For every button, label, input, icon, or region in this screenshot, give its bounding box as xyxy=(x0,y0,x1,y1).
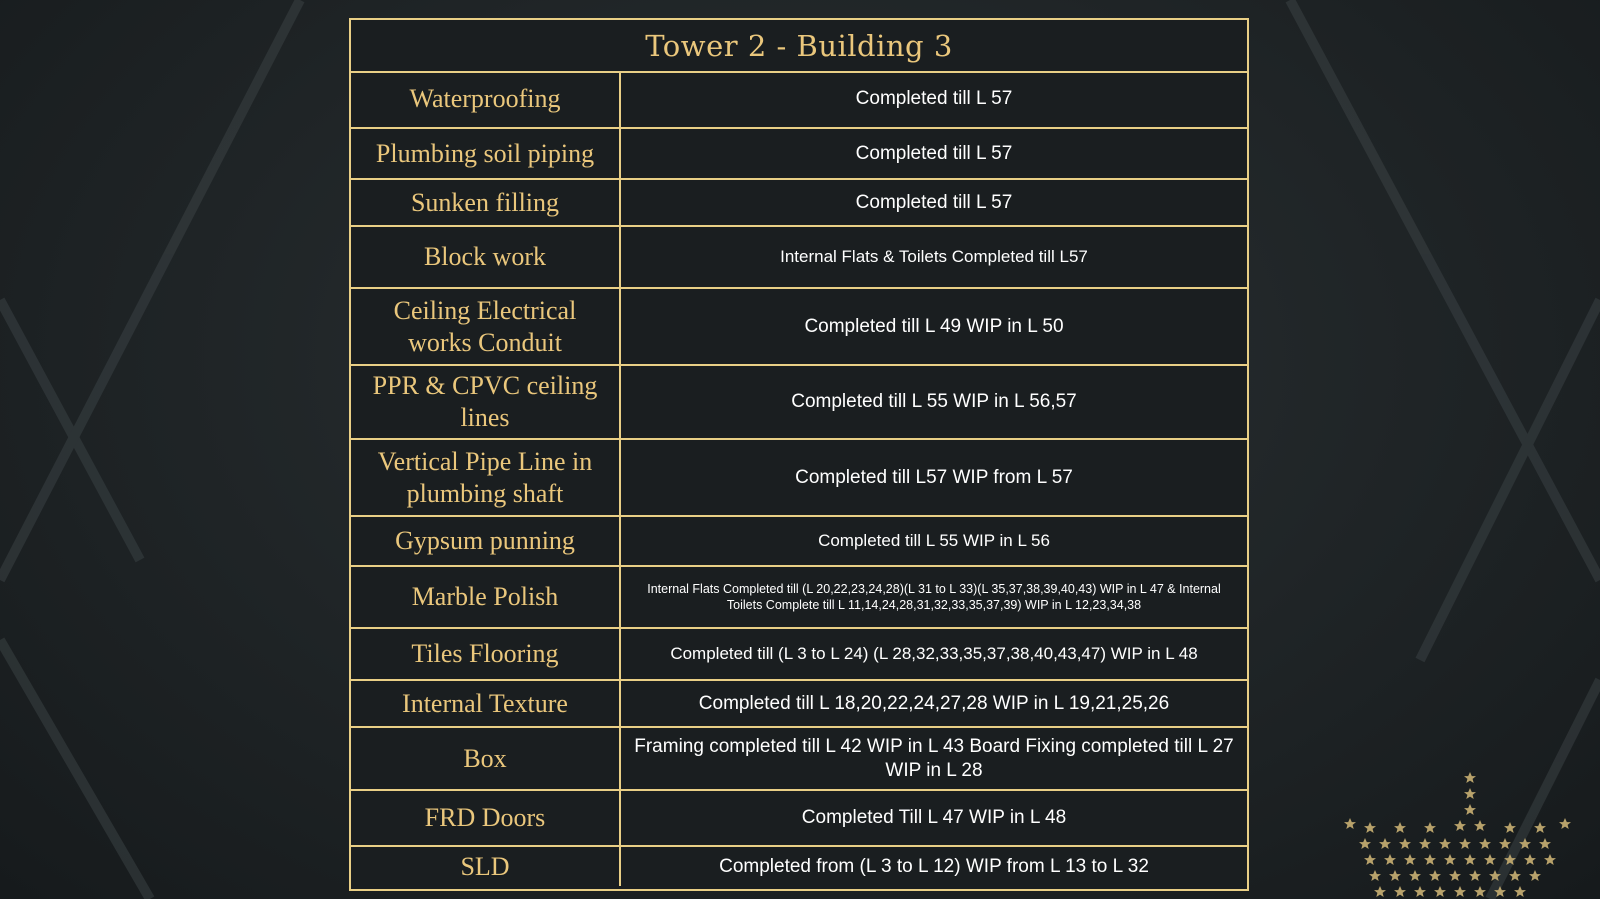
table-row xyxy=(351,226,1247,288)
status-cell: Completed till L 57 xyxy=(620,179,1247,226)
status-cell: Completed from (L 3 to L 12) WIP from L 13 to L 32 xyxy=(620,846,1247,886)
table-row xyxy=(351,727,1247,790)
status-cell: Completed till L 57 xyxy=(620,128,1247,179)
activity-cell: Sunken filling xyxy=(351,179,620,226)
activity-cell: Plumbing soil piping xyxy=(351,128,620,179)
activity-cell: Marble Polish xyxy=(351,566,620,628)
activity-cell: Box xyxy=(351,727,620,790)
activity-cell: Waterproofing xyxy=(351,71,620,128)
status-cell: Completed Till L 47 WIP in L 48 xyxy=(620,790,1247,846)
status-cell: Completed till L 55 WIP in L 56 xyxy=(620,516,1247,566)
table-row xyxy=(351,71,1247,128)
table-row xyxy=(351,628,1247,680)
activity-cell: Vertical Pipe Line in plumbing shaft xyxy=(351,439,620,516)
table-row xyxy=(351,179,1247,226)
activity-cell: Tiles Flooring xyxy=(351,628,620,680)
status-cell: Framing completed till L 42 WIP in L 43 Board Fixing completed till L 27 WIP in L 28 xyxy=(620,727,1247,790)
table-row xyxy=(351,846,1247,886)
status-cell: Completed till L 18,20,22,24,27,28 WIP in L 19,21,25,26 xyxy=(620,680,1247,727)
table-row xyxy=(351,516,1247,566)
table-row xyxy=(351,128,1247,179)
activity-cell: Block work xyxy=(351,226,620,288)
table-row xyxy=(351,365,1247,439)
activity-cell: Gypsum punning xyxy=(351,516,620,566)
activity-cell: PPR & CPVC ceiling lines xyxy=(351,365,620,439)
page-title: Tower 2 - Building 3 xyxy=(645,28,953,63)
activity-cell: Ceiling Electrical works Conduit xyxy=(351,288,620,365)
table-row xyxy=(351,680,1247,727)
progress-table xyxy=(351,71,1247,886)
table-row xyxy=(351,790,1247,846)
activity-cell: Internal Texture xyxy=(351,680,620,727)
status-cell: Internal Flats & Toilets Completed till L57 xyxy=(620,226,1247,288)
status-cell: Completed till L 57 xyxy=(620,71,1247,128)
title-row xyxy=(351,20,1247,73)
table-row xyxy=(351,439,1247,516)
table-row xyxy=(351,288,1247,365)
status-cell: Completed till L 49 WIP in L 50 xyxy=(620,288,1247,365)
progress-sheet xyxy=(349,18,1249,891)
activity-cell: FRD Doors xyxy=(351,790,620,846)
table-row xyxy=(351,566,1247,628)
crown-stars-icon xyxy=(1340,770,1585,899)
status-cell: Completed till L 55 WIP in L 56,57 xyxy=(620,365,1247,439)
activity-cell: SLD xyxy=(351,846,620,886)
status-cell: Completed till L57 WIP from L 57 xyxy=(620,439,1247,516)
status-cell: Internal Flats Completed till (L 20,22,23,24,28)(L 31 to L 33)(L 35,37,38,39,40,43) WIP in L 47 & Internal Toilets Complete till L 11,14,24,28,31,32,33,35,37,39) WIP in L 12,23,34,38 xyxy=(620,566,1247,628)
status-cell: Completed till (L 3 to L 24) (L 28,32,33,35,37,38,40,43,47) WIP in L 48 xyxy=(620,628,1247,680)
